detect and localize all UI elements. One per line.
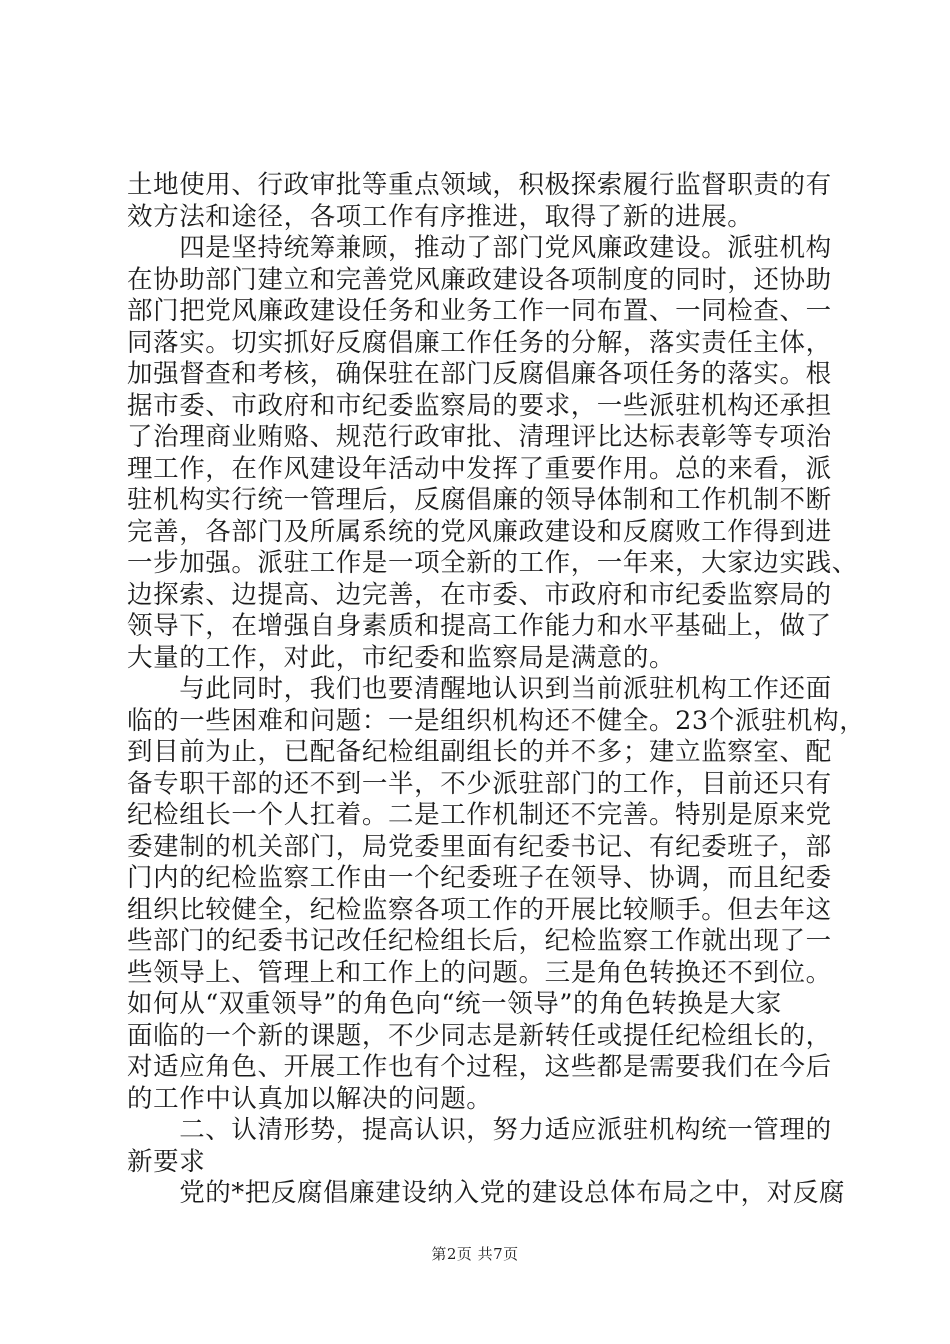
text-line: 大量的工作，对此，市纪委和监察局是满意的。 xyxy=(127,642,676,673)
text-line: 部门把党风廉政建设任务和业务工作一同布置、一同检查、一 xyxy=(127,296,832,326)
text-line: 些部门的纪委书记改任纪检组长后，纪检监察工作就出现了一 xyxy=(127,926,832,956)
text-line: 组织比较健全，纪检监察各项工作的开展比较顺手。但去年这 xyxy=(127,894,832,925)
text-line: 同落实。切实抓好反腐倡廉工作任务的分解，落实责任主体， xyxy=(127,327,832,358)
text-line: 边探索、边提高、边完善，在市委、市政府和市纪委监察局的 xyxy=(127,579,832,610)
text-line: 加强督查和考核，确保驻在部门反腐倡廉各项任务的落实。根 xyxy=(127,359,832,389)
text-line: 如何从“双重领导”的角色向“统一领导”的角色转换是大家 xyxy=(127,989,782,1019)
text-line: 理工作，在作风建设年活动中发挥了重要作用。总的来看，派 xyxy=(127,453,832,484)
document-body xyxy=(127,170,866,1210)
text-line: 纪检组长一个人扛着。二是工作机制还不完善。特别是原来党 xyxy=(127,800,832,830)
text-line: 对适应角色、开展工作也有个过程，这些都是需要我们在今后 xyxy=(127,1052,832,1082)
text-line: 备专职干部的还不到一半，不少派驻部门的工作，目前还只有 xyxy=(127,768,832,799)
text-line: 门内的纪检监察工作由一个纪委班子在领导、协调，而且纪委 xyxy=(127,863,832,893)
text-line: 的工作中认真加以解决的问题。 xyxy=(127,1083,493,1114)
text-line: 与此同时，我们也要清醒地认识到当前派驻机构工作还面 xyxy=(127,674,832,704)
text-line: 党的*把反腐倡廉建设纳入党的建设总体布局之中，对反腐 xyxy=(127,1178,846,1208)
page-number-footer: 第2页 共7页 xyxy=(431,1245,519,1263)
text-line: 据市委、市政府和市纪委监察局的要求，一些派驻机构还承担 xyxy=(127,390,832,421)
text-line: 驻机构实行统一管理后，反腐倡廉的领导体制和工作机制不断 xyxy=(127,485,832,515)
section-heading-line: 新要求 xyxy=(127,1146,206,1177)
text-line: 些领导上、管理上和工作上的问题。三是角色转换还不到位。 xyxy=(127,957,832,988)
text-line: 土地使用、行政审批等重点领域，积极探索履行监督职责的有 xyxy=(127,170,832,200)
section-heading-line: 二、认清形势，提高认识，努力适应派驻机构统一管理的 xyxy=(127,1115,832,1145)
text-line: 到目前为止，已配备纪检组副组长的并不多；建立监察室、配 xyxy=(127,737,832,767)
text-line: 效方法和途径，各项工作有序推进，取得了新的进展。 xyxy=(127,201,754,232)
text-line: 面临的一个新的课题，不少同志是新转任或提任纪检组长的， xyxy=(127,1020,832,1051)
text-line: 了治理商业贿赂、规范行政审批、清理评比达标表彰等专项治 xyxy=(127,422,832,452)
text-line: 在协助部门建立和完善党风廉政建设各项制度的同时，还协助 xyxy=(127,264,832,295)
text-line: 完善，各部门及所属系统的党风廉政建设和反腐败工作得到进 xyxy=(127,516,832,547)
text-line: 临的一些困难和问题：一是组织机构还不健全。23个派驻机构， xyxy=(127,705,866,736)
text-line: 一步加强。派驻工作是一项全新的工作，一年来，大家边实践、 xyxy=(127,548,858,578)
text-line: 领导下，在增强自身素质和提高工作能力和水平基础上，做了 xyxy=(127,611,832,641)
text-line: 四是坚持统筹兼顾，推动了部门党风廉政建设。派驻机构 xyxy=(127,233,832,263)
text-line: 委建制的机关部门，局党委里面有纪委书记、有纪委班子，部 xyxy=(127,831,832,862)
